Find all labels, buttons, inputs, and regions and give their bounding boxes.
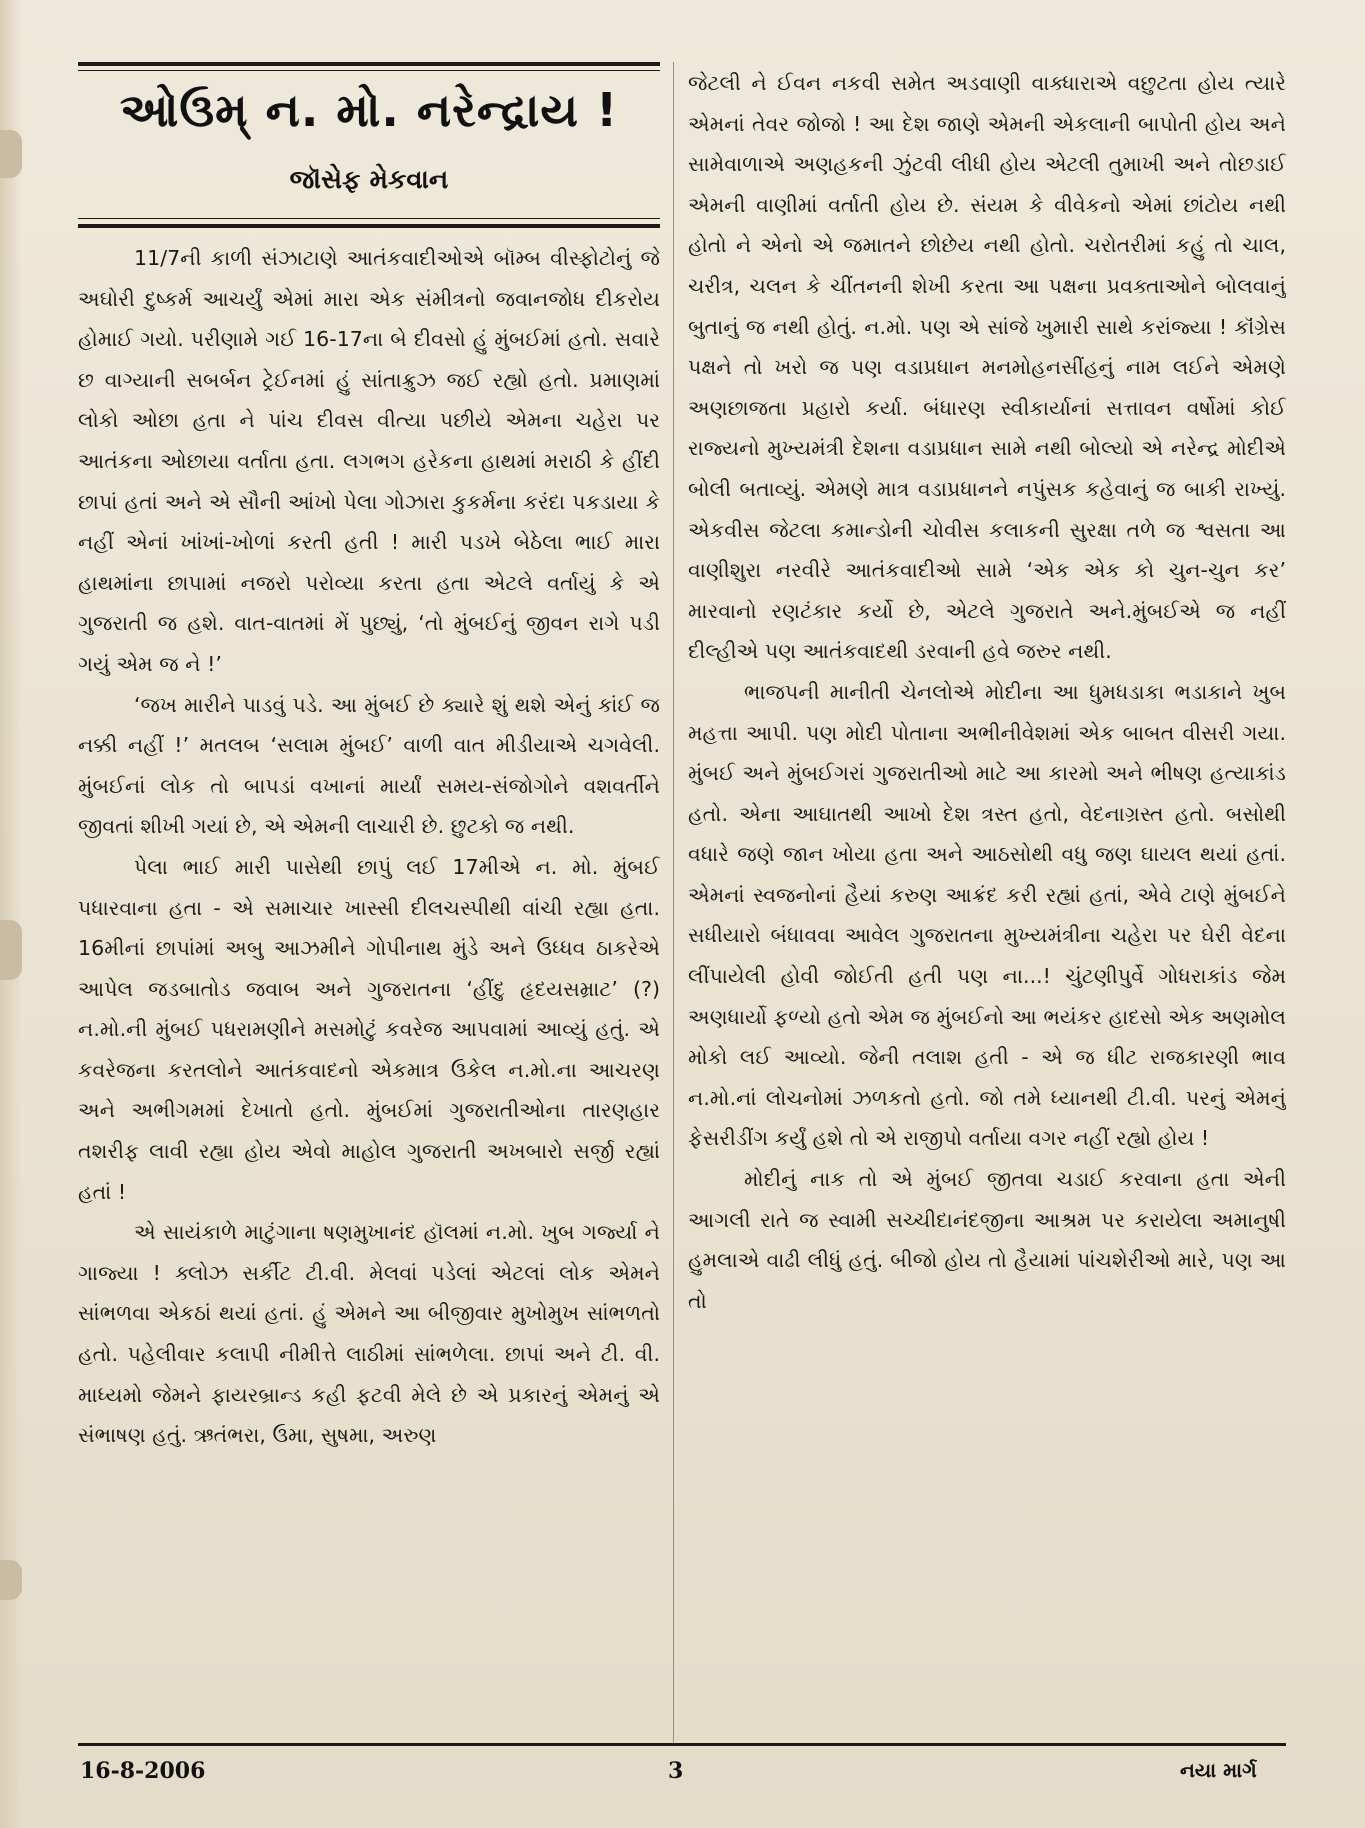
title-top-rule bbox=[78, 62, 660, 66]
footer-rule bbox=[78, 1743, 1286, 1746]
paper-tear bbox=[0, 130, 22, 178]
paragraph: પેલા ભાઈ મારી પાસેથી છાપું લઈ 17મીએ ન. મો. મુંબઈ પધારવાના હતા - એ સમાચાર ખાસ્સી દીલચસ્પીથી વાંચી રહ્યા હતા. 16મીનાં છાપાંમાં અબુ આઝમીને ગોપીનાથ મુંડે અને ઉધ્ધવ ઠાકરેએ આપેલ જડબાતોડ જવાબ અને ગુજરાતના ‘હીંદુ હૃદયસમ્રાટ’ (?) ન.મો.ની મુંબઈ પધરામણીને મસમોટું કવરેજ આપવામાં આવ્યું હતું. એ કવરેજના કરતલોને આતંકવાદનો એકમાત્ર ઉકેલ ન.મો.ના આચરણ અને અભીગમમાં દેખાતો હતો. મુંબઈમાં ગુજરાતીઓના તારણહાર તશરીફ લાવી રહ્યા હોય એવો માહોલ ગુજરાતી અખબારો સર્જી રહ્યાં હતાં ! bbox=[78, 854, 660, 1204]
footer-date: 16-8-2006 bbox=[80, 1758, 206, 1784]
paragraph: જેટલી ને ઈવન નકવી સમેત અડવાણી વાક્ધારાએ વછુટતા હોય ત્યારે એમનાં તેવર જોજો ! આ દેશ જાણે એમની એકલાની બાપોતી હોય અને સામેવાળાએ અણહકની ઝુંટવી લીધી હોય એટલી તુમાખી અને તોછડાઈ એમની વાણીમાં વર્તાતી હોય છે. સંયમ કે વીવેકનો એમાં છાંટોય નથી હોતો ને એનો એ જમાતને છોછેય નથી હોતો. ચરોતરીમાં કહું તો ચાલ, ચરીત્ર, ચલન કે ચીંતનની શેખી કરતા આ પક્ષના પ્રવક્તાઓને બોલવાનું બુતાનું જ નથી હોતું. ન.મો. પણ એ સાંજે ખુમારી સાથે કરાંજ્યા ! કૉંગ્રેસ પક્ષને તો ખરો જ પણ વડાપ્રધાન મનમોહનસીંહનું નામ લઈને એમણે અણછાજતા પ્રહારો કર્યા. બંધારણ સ્વીકાર્યાનાં સત્તાવન વર્ષોમાં કોઈ રાજ્યનો મુખ્યમંત્રી દેશના વડાપ્રધાન સામે નથી બોલ્યો એ નરેન્દ્ર મોદીએ બોલી બતાવ્યું. એમણે માત્ર વડાપ્રધાનને નપુંસક કહેવાનું જ બાકી રાખ્યું. એકવીસ જેટલા કમાન્ડોની ચોવીસ કલાકની સુરક્ષા તળે જ શ્વસતા આ વાણીશુરા નરવીરે આતંકવાદીઓ સામે ‘એક એક કો ચુન-ચુન કર’ મારવાનો રણટંકાર કર્યો છે, એટલે ગુજરાતે અને.મુંબઈએ જ નહીં દીલ્હીએ પણ આતંકવાદથી ડરવાની હવે જરુર નથી. bbox=[688, 71, 1286, 664]
header-bottom-rule-thin bbox=[78, 218, 660, 219]
article-author: જૉસેફ મેકવાન bbox=[289, 165, 449, 195]
footer-publication: નયા માર્ગ bbox=[1180, 1758, 1257, 1782]
paper-tear bbox=[0, 1560, 22, 1600]
paragraph: મોદીનું નાક તો એ મુંબઈ જીતવા ચડાઈ કરવાના હતા એની આગલી રાતે જ સ્વામી સચ્ચીદાનંદજીના આશ્રમ પર કરાયેલા અમાનુષી હુમલાએ વાઢી લીધું હતું. બીજો હોય તો હૈયામાં પાંચશેરીઓ મારે, પણ આ તો bbox=[688, 1167, 1286, 1313]
paragraph: 11/7ની કાળી સંઝાટાણે આતંકવાદીઓએ બૉમ્બ વીસ્ફોટોનું જે અઘોરી દુષ્કર્મ આચર્યું એમાં મારા એક સંમીત્રનો જવાનજોધ દીકરોય હોમાઈ ગયો. પરીણામે ગઈ 16-17ના બે દીવસો હું મુંબઈમાં હતો. સવારે છ વાગ્યાની સબર્બન ટ્રેઈનમાં હું સાંતાક્રુઝ જઈ રહ્યો હતો. પ્રમાણમાં લોકો ઓછા હતા ને પાંચ દીવસ વીત્યા પછીયે એમના ચહેરા પર આતંકના ઓછાયા વર્તાતા હતા. લગભગ હરેકના હાથમાં મરાઠી કે હીંદી છાપાં હતાં અને એ સૌની આંખો પેલા ગોઝારા કુકર્મના કરંદા પકડાયા કે નહીં એનાં ખાંખાં-ખોળાં કરતી હતી ! મારી પડખે બેઠેલા ભાઈ મારા હાથમાંના છાપામાં નજરો પરોવ્યા કરતા હતા એટલે વર્તાયું કે એ ગુજરાતી જ હશે. વાત-વાતમાં મેં પુછ્યું, ‘તો મુંબઈનું જીવન રાગે પડી ગયું એમ જ ને !’ bbox=[78, 246, 660, 676]
header-bottom-rule bbox=[78, 224, 660, 228]
footer-page-number: 3 bbox=[668, 1758, 684, 1784]
right-column bbox=[688, 63, 1286, 1733]
paragraph: એ સાયંકાળે માટુંગાના ષણમુખાનંદ હૉલમાં ન.મો. ખુબ ગર્જ્યા ને ગાજ્યા ! ક્લોઝ સર્કીટ ટી.વી. મેલવાં પડેલાં એટલાં લોક એમને સાંભળવા એકઠાં થયાં હતાં. હું એમને આ બીજીવાર મુખોમુખ સાંભળતો હતો. પહેલીવાર કલાપી નીમીત્તે લાઠીમાં સાંભળેલા. છાપાં અને ટી. વી. માધ્યમો જેમને ફાયરબ્રાન્ડ કહી ફટવી મેલે છે એ પ્રકારનું એમનું એ સંભાષણ હતું. ઋતંભરા, ઉમા, સુષમા, અરુણ bbox=[78, 1220, 660, 1448]
paragraph: ‘જખ મારીને પાડવું પડે. આ મુંબઈ છે ક્યારે શું થશે એનું કાંઈ જ નક્કી નહીં !’ મતલબ ‘સલામ મુંબઈ’ વાળી વાત મીડીયાએ ચગવેલી. મુંબઈનાં લોક તો બાપડાં વખાનાં માર્યાં સમય-સંજોગોને વશવર્તીને જીવતાં શીખી ગયાં છે, એ એમની લાચારી છે. છુટકો જ નથી. bbox=[78, 692, 660, 839]
column-divider bbox=[673, 62, 674, 1744]
paragraph: ભાજપની માનીતી ચેનલોએ મોદીના આ ધુમધડાકા ભડાકાને ખુબ મહત્તા આપી. પણ મોદી પોતાના અભીનીવેશમાં એક બાબત વીસરી ગયા. મુંબઈ અને મુંબઈગરાં ગુજરાતીઓ માટે આ કારમો અને ભીષણ હત્યાકાંડ હતો. એના આઘાતથી આખો દેશ ત્રસ્ત હતો, વેદનાગ્રસ્ત હતો. બસોથી વધારે જણે જાન ખોયા હતા અને આઠસોથી વધુ જણ ઘાયલ થયાં હતાં. એમનાં સ્વજનોનાં હૈયાં કરુણ આક્રંદ કરી રહ્યાં હતાં, એવે ટાણે મુંબઈને સધીયારો બંધાવવા આવેલ ગુજરાતના મુખ્યમંત્રીના ચહેરા પર ઘેરી વેદના લીંપાયેલી હોવી જોઈતી હતી પણ ના...! ચુંટણીપુર્વે ગોધરાકાંડ જેમ અણધાર્યો ફળ્યો હતો એમ જ મુંબઈનો આ ભયંકર હાદસો એક અણમોલ મોકો લઈ આવ્યો. જેની તલાશ હતી - એ જ ધીટ રાજકારણી ભાવ ન.મો.નાં લોચનોમાં ઝળકતો હતો. જો તમે ધ્યાનથી ટી.વી. પરનું એમનું ફેસરીડીંગ કર્યું હશે તો એ રાજીપો વર્તાયા વગર નહીં રહ્યો હોય ! bbox=[688, 679, 1286, 1151]
title-top-rule-thin bbox=[78, 70, 660, 71]
left-column bbox=[78, 238, 660, 1733]
paper-tear bbox=[0, 920, 22, 980]
paper-edge bbox=[0, 0, 22, 1828]
article-title: ઓઉમ્ ન. મો. નરેન્દ્રાય ! bbox=[119, 83, 619, 137]
